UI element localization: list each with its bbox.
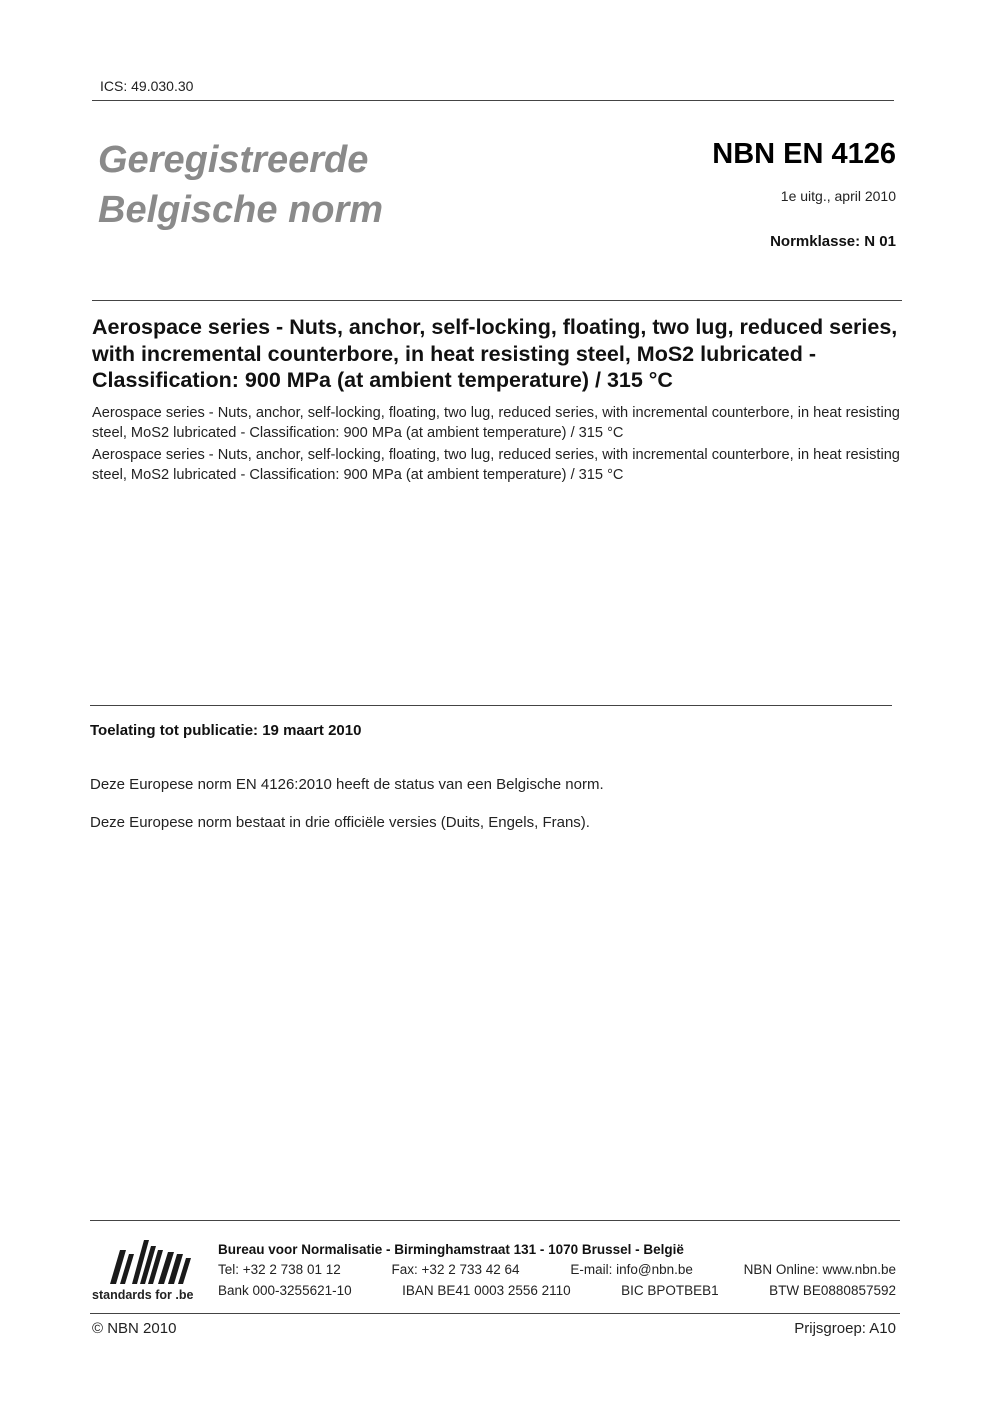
registered-line-1: Geregistreerde bbox=[98, 139, 369, 181]
approval-date: Toelating tot publicatie: 19 maart 2010 bbox=[90, 722, 362, 739]
norm-class: Normklasse: N 01 bbox=[770, 233, 896, 250]
standard-number: NBN EN 4126 bbox=[712, 138, 896, 170]
bank-account: Bank 000-3255621-10 bbox=[218, 1283, 352, 1298]
website-link[interactable]: NBN Online: www.nbn.be bbox=[743, 1262, 896, 1277]
top-divider bbox=[92, 100, 894, 101]
status-paragraph: Deze Europese norm EN 4126:2010 heeft de status van een Belgische norm. bbox=[90, 776, 604, 793]
iban: IBAN BE41 0003 2556 2110 bbox=[402, 1283, 571, 1298]
registered-norm-heading bbox=[98, 135, 383, 235]
ics-code: ICS: 49.030.30 bbox=[100, 78, 194, 94]
bic: BIC BPOTBEB1 bbox=[621, 1283, 719, 1298]
vat-number: BTW BE0880857592 bbox=[769, 1283, 896, 1298]
email-link[interactable]: E-mail: info@nbn.be bbox=[570, 1262, 693, 1277]
logo-tagline: standards for .be bbox=[92, 1288, 194, 1302]
bank-line bbox=[218, 1283, 896, 1298]
edition-info: 1e uitg., april 2010 bbox=[780, 188, 896, 204]
fax: Fax: +32 2 733 42 64 bbox=[391, 1262, 520, 1277]
versions-paragraph: Deze Europese norm bestaat in drie officiële versies (Duits, Engels, Frans). bbox=[90, 814, 590, 831]
contact-line bbox=[218, 1262, 896, 1277]
telephone: Tel: +32 2 738 01 12 bbox=[218, 1262, 341, 1277]
footer-divider bbox=[90, 1220, 900, 1221]
price-group: Prijsgroep: A10 bbox=[794, 1320, 896, 1337]
copyright: © NBN 2010 bbox=[92, 1320, 177, 1337]
document-title: Aerospace series - Nuts, anchor, self-locking, floating, two lug, reduced series, with incremental counterbore, in heat resisting steel, MoS2 lubricated - Classification: 900 MPa (at ambient temperature) / 315 °C bbox=[92, 315, 898, 392]
document-title-alt-2: Aerospace series - Nuts, anchor, self-locking, floating, two lug, reduced series, with incremental counterbore, in heat resisting steel, MoS2 lubricated - Classification: 900 MPa (at ambient temperature) / 315 °C bbox=[92, 447, 900, 483]
bottom-divider bbox=[90, 1313, 900, 1314]
title-divider bbox=[92, 300, 902, 301]
document-title-alt-1: Aerospace series - Nuts, anchor, self-locking, floating, two lug, reduced series, with incremental counterbore, in heat resisting steel, MoS2 lubricated - Classification: 900 MPa (at ambient temperature) / 315 °C bbox=[92, 405, 900, 441]
body-divider bbox=[90, 705, 892, 706]
registered-line-2: Belgische norm bbox=[98, 189, 384, 231]
institute-address: Bureau voor Normalisatie - Birminghamstraat 131 - 1070 Brussel - België bbox=[218, 1242, 684, 1257]
